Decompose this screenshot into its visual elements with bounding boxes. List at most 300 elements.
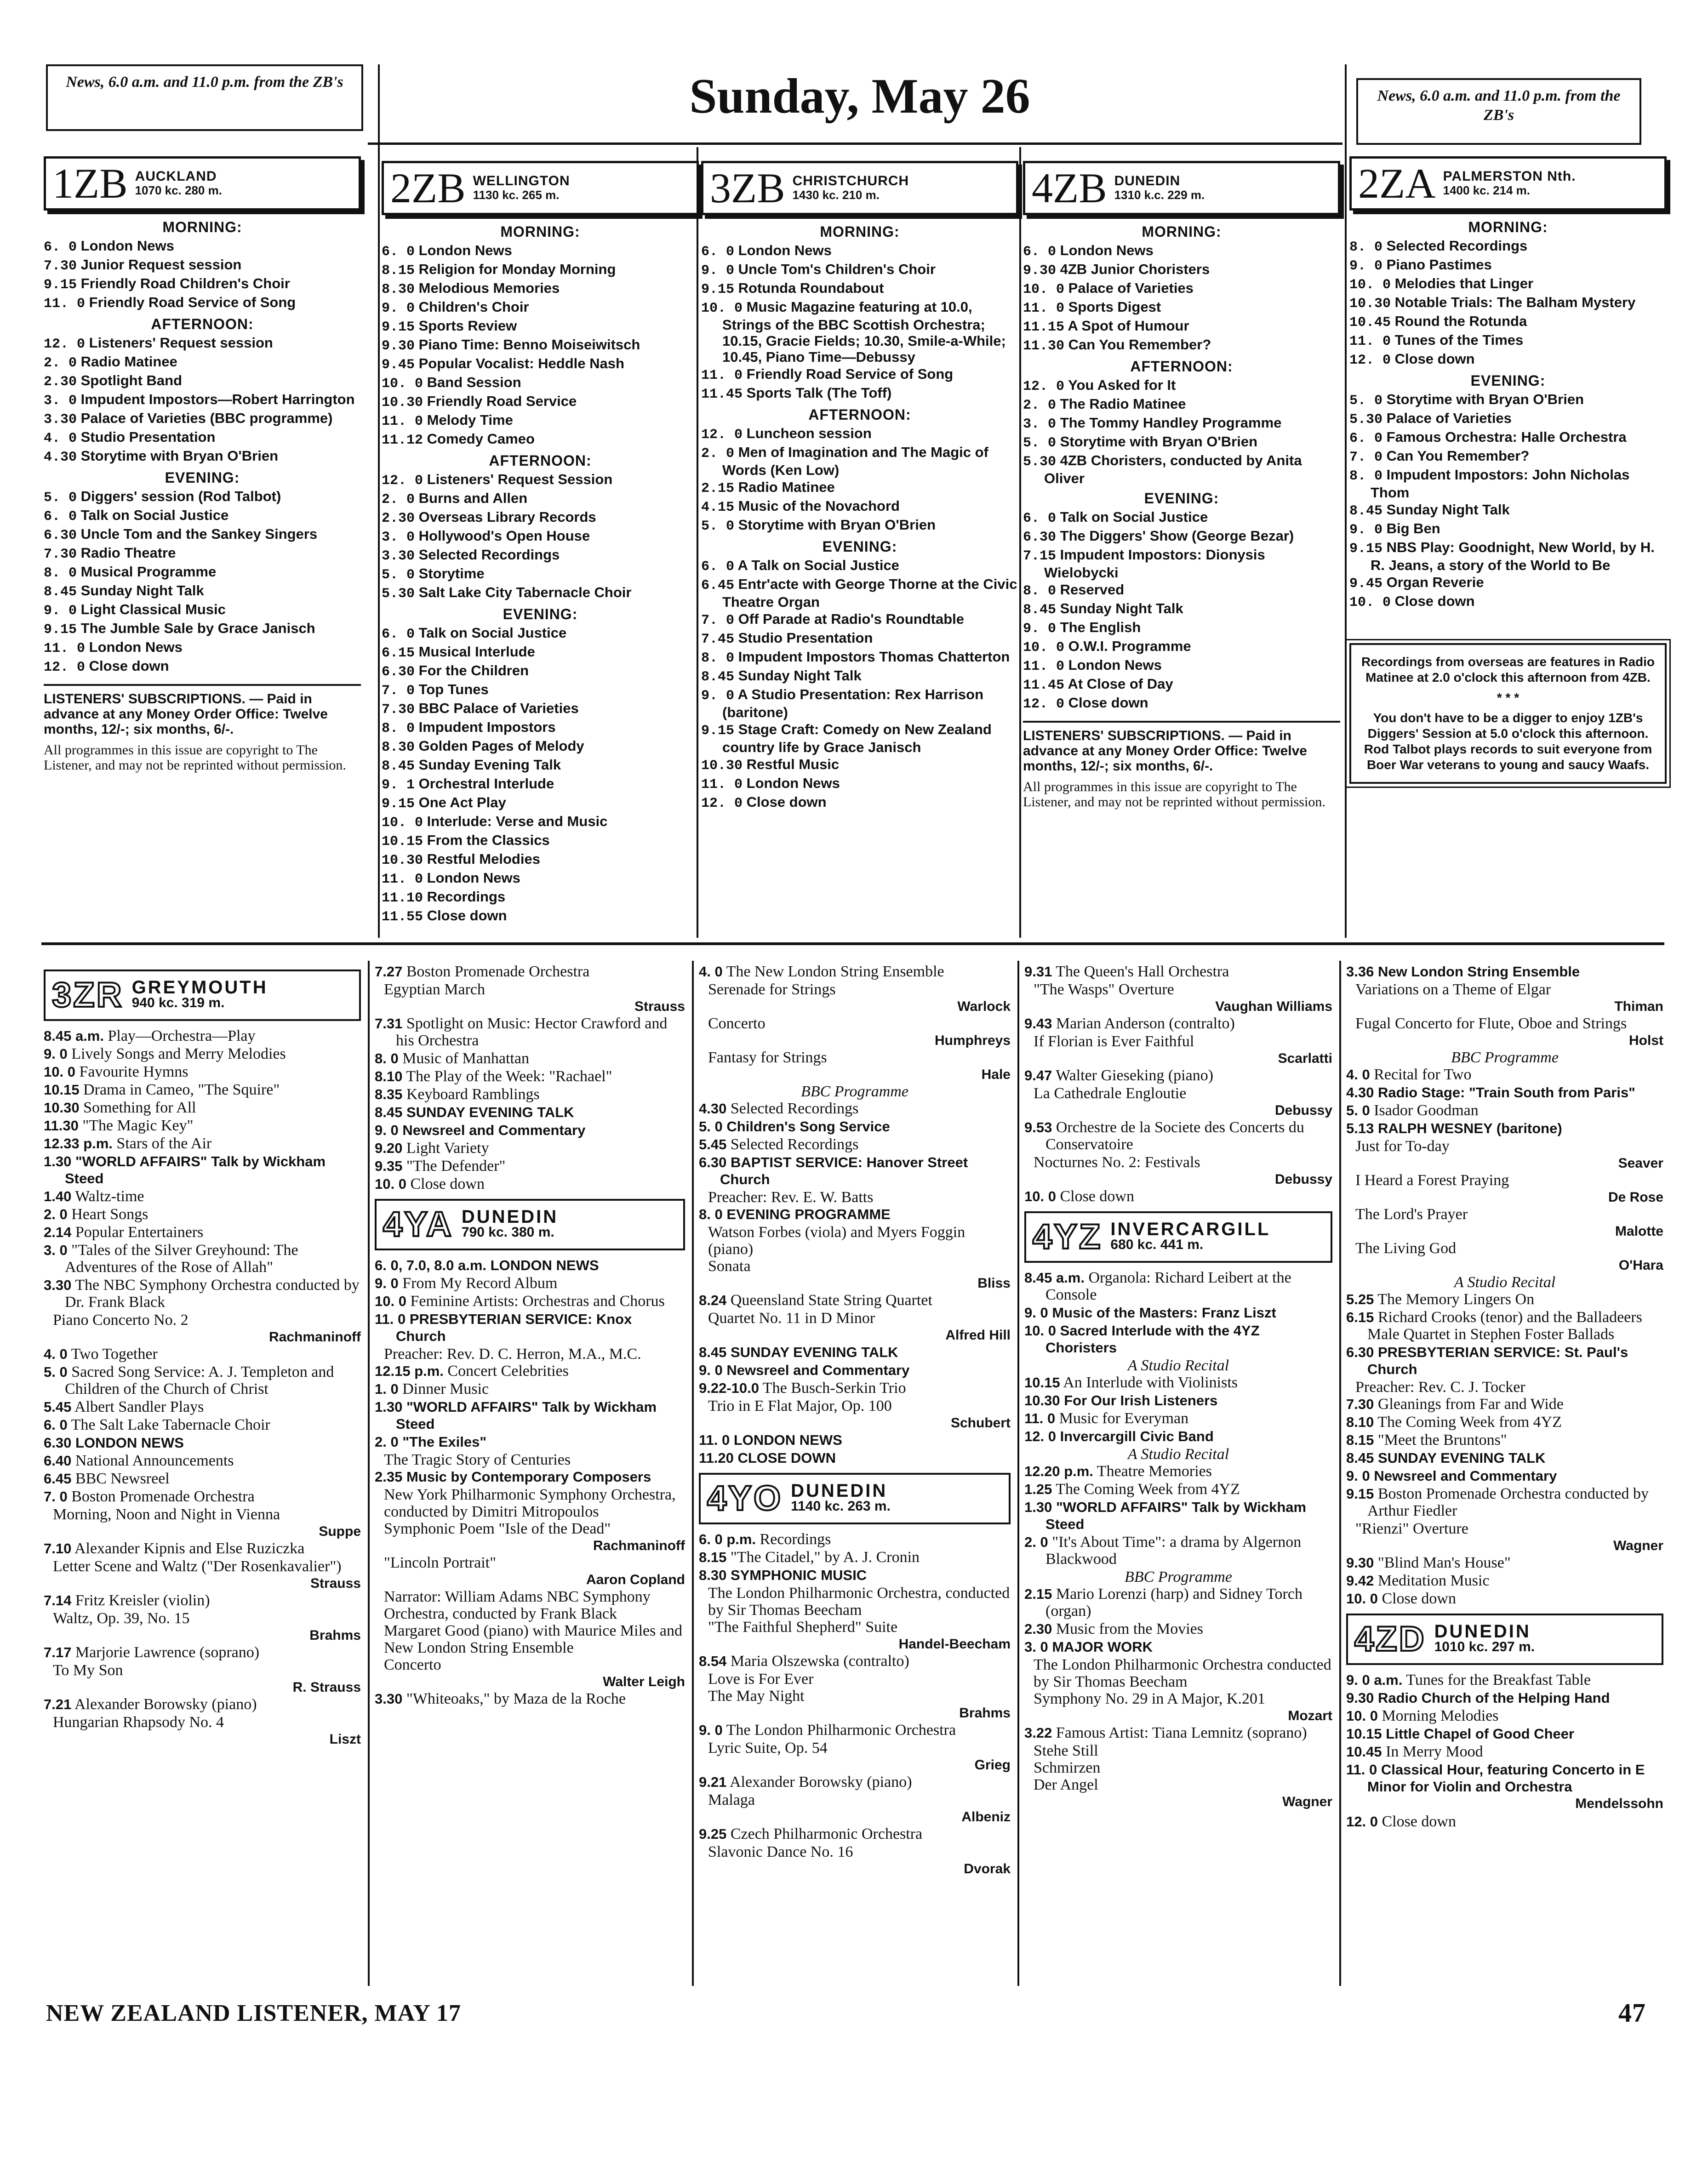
programme-time: 12. 0: [1023, 379, 1065, 394]
programme-title: Storytime with Bryan O'Brien: [77, 448, 279, 464]
programme-item: [1346, 1725, 1663, 1742]
programme-title: Restful Melodies: [423, 851, 540, 867]
programme-title: Popular Entertainers: [71, 1224, 204, 1241]
programme-time: 8.15: [699, 1549, 727, 1565]
section-heading: AFTERNOON:: [489, 452, 592, 469]
programme-item: [701, 721, 1018, 755]
programme-item: [701, 794, 1018, 812]
programme-time: 8.45: [701, 669, 735, 685]
programme-title: Burns and Allen: [415, 490, 528, 506]
station-column-2za: [1349, 156, 1667, 784]
programme-time: 11. 0: [1023, 659, 1065, 674]
programme-title: BBC Newsreel: [71, 1470, 170, 1487]
programme-item: [1349, 351, 1667, 369]
detail-text: Trio in E Flat Major, Op. 100: [708, 1397, 892, 1414]
programme-item: [44, 488, 361, 506]
programme-time: 12. 0: [382, 473, 423, 489]
programme-item: [375, 1257, 685, 1274]
programme-title: Boston Promenade Orchestra conducted by Arthur Fiedler: [1367, 1485, 1649, 1519]
station-meta: [131, 977, 268, 1011]
station-city: AUCKLAND: [135, 169, 217, 184]
programme-item: [1349, 238, 1667, 256]
programme-time: 9. 0: [375, 1122, 399, 1138]
programme-item: [44, 1153, 361, 1187]
programme-time: 10. 0: [1023, 282, 1065, 297]
programme-detail: [1346, 1206, 1663, 1240]
programme-detail: [1346, 1138, 1663, 1172]
station-header: [1024, 1211, 1332, 1263]
section-heading: AFTERNOON:: [808, 406, 911, 423]
programme-note: A Studio Recital: [1454, 1274, 1556, 1291]
programme-item: [1349, 467, 1667, 501]
programme-title: Selected Recordings: [1382, 238, 1528, 254]
programme-item: [44, 620, 361, 638]
station-city: PALMERSTON Nth.: [1443, 169, 1576, 184]
programme-item: [1346, 1431, 1663, 1448]
copyright-notice: All programmes in this issue are copyright to The Listener, and may not be reprinted without permission.: [44, 742, 346, 773]
programme-title: The Diggers' Show (George Bezar): [1056, 528, 1294, 544]
programme-detail: [1024, 981, 1332, 1015]
station-call-sign: 4YO: [707, 1479, 783, 1518]
programme-item: [1023, 619, 1340, 637]
programme-item: [375, 1690, 685, 1707]
programme-note: BBC Programme: [801, 1083, 908, 1100]
programme-item: [699, 1206, 1011, 1223]
programme-title: Top Tunes: [415, 681, 489, 697]
programme-title: SUNDAY EVENING TALK: [726, 1344, 898, 1360]
programme-item: [382, 662, 699, 680]
detail-text: Sonata: [708, 1258, 751, 1275]
footer-publication: NEW ZEALAND LISTENER, MAY 17: [46, 2000, 462, 2026]
composer: Walter Leigh: [603, 1674, 685, 1689]
programme-time: 10. 0: [1024, 1188, 1056, 1204]
programme-time: 4.30: [44, 450, 77, 465]
programme-item: [382, 813, 699, 831]
programme-title: Piano Time: Benno Moiseiwitsch: [415, 336, 640, 353]
composer: Vaughan Williams: [1215, 999, 1332, 1014]
programme-time: 8.10: [375, 1068, 403, 1084]
programme-time: 10. 0: [1023, 640, 1065, 656]
programme-item: [382, 565, 699, 583]
programme-item: [382, 738, 699, 756]
programme-item: [1023, 261, 1340, 279]
programme-time: 5. 0: [701, 519, 735, 534]
programme-time: 9. 1: [382, 777, 415, 793]
composer: Debussy: [1274, 1103, 1332, 1118]
programme-item: [1346, 1396, 1663, 1413]
programme-title: Interlude: Verse and Music: [423, 813, 608, 829]
programme-time: 5.30: [382, 586, 415, 602]
programme-title: At Close of Day: [1064, 676, 1173, 692]
programme-title: Radio Matinee: [734, 479, 835, 495]
programme-item: [382, 625, 699, 643]
station-header: [701, 161, 1018, 215]
detail-text: The Living God: [1355, 1240, 1457, 1257]
programme-item: [382, 719, 699, 737]
station-call-sign: 4ZD: [1354, 1620, 1426, 1659]
programme-item: [1346, 1707, 1663, 1724]
programme-time: 2.30: [44, 374, 77, 390]
detail-text: Fantasy for Strings: [708, 1049, 827, 1066]
info-note: Recordings from overseas are features in Radio Matinee at 2.0 o'clock this afternoon from 4ZB.: [1361, 655, 1655, 684]
programme-time: 6. 0: [1349, 431, 1383, 446]
programme-title: Alexander Kipnis and Else Ruziczka: [71, 1540, 305, 1557]
programme-detail: [1346, 981, 1663, 1015]
programme-time: 2.15: [1024, 1586, 1052, 1602]
programme-title: Spotlight on Music: Hector Crawford and his Orchestra: [396, 1015, 668, 1049]
detail-text: Hungarian Rhapsody No. 4: [53, 1714, 224, 1731]
detail-text: Nocturnes No. 2: Festivals: [1034, 1154, 1200, 1171]
composer: Aaron Copland: [586, 1572, 685, 1587]
station-city: CHRISTCHURCH: [792, 173, 909, 188]
programme-item: [44, 1416, 361, 1433]
programme-title: Talk on Social Justice: [415, 625, 567, 641]
detail-text: Morning, Noon and Night in Vienna: [53, 1506, 280, 1523]
programme-title: The Coming Week from 4YZ: [1052, 1481, 1240, 1498]
station-header: [1023, 161, 1340, 215]
programme-time: 2.15: [701, 481, 735, 496]
programme-item: [44, 238, 361, 256]
composer: Wagner: [1613, 1538, 1663, 1553]
programme-time: 8.30: [382, 740, 415, 755]
programme-item: [1346, 1102, 1663, 1119]
programme-detail: [375, 1451, 685, 1468]
programme-title: Famous Artist: Tiana Lemnitz (soprano): [1052, 1724, 1307, 1741]
programme-item: [699, 1380, 1011, 1397]
programme-title: 4ZB Choristers, conducted by Anita Oliver: [1044, 452, 1302, 486]
programme-time: 3. 0: [1024, 1639, 1048, 1655]
programme-title: Lively Songs and Merry Melodies: [67, 1045, 286, 1062]
programme-item: [375, 1311, 685, 1345]
detail-text: Symphonic Poem "Isle of the Dead": [384, 1520, 611, 1537]
programme-item: [44, 1696, 361, 1713]
programme-item: [1023, 582, 1340, 599]
programme-title: Music for Everyman: [1055, 1410, 1189, 1427]
programme-time: 11.30: [44, 1118, 79, 1134]
page-title: Sunday, May 26: [689, 69, 1030, 124]
programme-item: [701, 517, 1018, 535]
programme-title: Music of Manhattan: [398, 1050, 529, 1067]
programme-time: 9.42: [1346, 1573, 1374, 1589]
composer: Holst: [1629, 1033, 1663, 1048]
programme-item: [44, 1434, 361, 1451]
programme-time: 6. 0 p.m.: [699, 1531, 756, 1547]
section-heading: MORNING:: [162, 219, 242, 235]
programme-time: 8.45 a.m.: [44, 1028, 104, 1044]
bottom-column-1: [44, 963, 361, 1748]
programme-item: [1346, 1671, 1663, 1688]
programme-time: 9.43: [1024, 1015, 1052, 1032]
programme-item: [382, 907, 699, 925]
composer: Mendelssohn: [1575, 1796, 1663, 1811]
programme-title: The New London String Ensemble: [722, 963, 944, 980]
composer: Brahms: [309, 1628, 361, 1643]
programme-time: 11.30: [1023, 338, 1065, 354]
programme-item: [375, 1086, 685, 1103]
programme-time: 7.15: [1023, 548, 1057, 564]
programme-item: [382, 832, 699, 850]
programme-time: 5.25: [1346, 1291, 1374, 1307]
programme-item: [701, 557, 1018, 575]
programme-title: Reserved: [1056, 582, 1125, 598]
programme-time: 11.15: [1023, 319, 1065, 335]
programme-detail: [1346, 1015, 1663, 1049]
composer: Rachmaninoff: [593, 1538, 685, 1553]
programme-item: [1349, 313, 1667, 331]
programme-title: Religion for Monday Morning: [415, 261, 616, 277]
programme-detail: [44, 1662, 361, 1696]
programme-detail: [699, 1049, 1011, 1083]
programme-title: Light Classical Music: [77, 601, 226, 617]
detail-text: Watson Forbes (viola) and Myers Foggin (piano): [708, 1224, 965, 1258]
programme-title: Can You Remember?: [1382, 448, 1530, 464]
programme-item: [1346, 1309, 1663, 1343]
programme-time: 8.15: [382, 263, 415, 279]
programme-title: Mario Lorenzi (harp) and Sidney Torch (organ): [1045, 1585, 1302, 1620]
programme-item: [1349, 593, 1667, 611]
info-box: [1349, 643, 1667, 784]
programme-item: [1024, 1481, 1332, 1498]
programme-title: "WORLD AFFAIRS" Talk by Wickham Steed: [65, 1153, 326, 1186]
programme-time: 6. 0, 7.0, 8.0 a.m.: [375, 1257, 486, 1273]
station-meta: [793, 174, 909, 202]
programme-detail: [1024, 1085, 1332, 1119]
programme-title: Richard Crooks (tenor) and the Balladeers Male Quartet in Stephen Foster Ballads: [1367, 1309, 1642, 1343]
programme-item: [44, 257, 361, 274]
bottom-column-2: [375, 963, 685, 1708]
programme-title: Queensland State String Quartet: [726, 1292, 932, 1309]
programme-title: Listeners' Request Session: [423, 471, 613, 487]
header-rule: [368, 143, 1342, 145]
programme-title: LONDON NEWS: [486, 1257, 599, 1273]
programme-title: Impudent Impostors: John Nicholas Thom: [1371, 467, 1630, 501]
programme-title: Impudent Impostors: [415, 719, 556, 735]
programme-time: 9.15: [701, 723, 735, 739]
programme-item: [1346, 1291, 1663, 1308]
programme-title: The Coming Week from 4YZ: [1374, 1414, 1562, 1431]
programme-time: 1.40: [44, 1188, 72, 1204]
programme-item: [44, 354, 361, 371]
programme-item: [1024, 1119, 1332, 1153]
programme-item: [1346, 1084, 1663, 1101]
programme-time: 3.30: [382, 548, 415, 564]
programme-item: [375, 1363, 685, 1380]
programme-item: [44, 294, 361, 312]
programme-title: Storytime with Bryan O'Brien: [1382, 391, 1584, 407]
programme-item: [699, 1431, 1011, 1448]
programme-title: Overseas Library Records: [415, 509, 596, 525]
programme-detail: [375, 1656, 685, 1690]
programme-time: 10.45: [1349, 315, 1391, 331]
programme-item: [1024, 963, 1332, 980]
programme-time: 5.30: [1023, 454, 1057, 470]
composer: Alfred Hill: [945, 1328, 1011, 1343]
detail-text: "The Faithful Shepherd" Suite: [708, 1619, 898, 1636]
programme-time: 10. 0: [1024, 1323, 1056, 1339]
detail-text: I Heard a Forest Praying: [1355, 1172, 1509, 1189]
programme-item: [699, 1449, 1011, 1466]
programme-item: [382, 471, 699, 489]
programme-detail: [44, 1312, 361, 1346]
copyright-notice: All programmes in this issue are copyright to The Listener, and may not be reprinted without permission.: [1023, 779, 1325, 810]
programme-title: London News: [77, 238, 174, 254]
programme-title: Piano Pastimes: [1382, 257, 1492, 273]
programme-item: [1346, 1120, 1663, 1137]
programme-title: Close down: [1056, 1188, 1134, 1205]
programme-time: 4. 0: [44, 1346, 68, 1362]
programme-time: 9. 0: [382, 301, 415, 316]
programme-time: 2. 0: [1024, 1534, 1048, 1550]
programme-time: 8.45: [1023, 602, 1057, 618]
programme-item: [44, 372, 361, 390]
programme-title: Orchestral Interlude: [415, 776, 554, 792]
programme-item: [382, 412, 699, 430]
programme-time: 11. 0: [1024, 1410, 1056, 1426]
programme-item: [44, 391, 361, 409]
programme-title: Close down: [1391, 351, 1475, 367]
programme-title: London News: [1064, 657, 1162, 673]
programme-title: Morning Melodies: [1377, 1707, 1499, 1724]
section-heading: AFTERNOON:: [151, 316, 254, 332]
programme-item: [1023, 242, 1340, 260]
programme-item: [1349, 294, 1667, 312]
programme-title: Sunday Night Talk: [77, 582, 204, 599]
programme-title: PRESBYTERIAN SERVICE: Knox Church: [396, 1311, 632, 1344]
programme-time: 8.45: [1349, 503, 1383, 519]
programme-title: Close down: [743, 794, 827, 810]
programme-time: 12. 0: [701, 427, 743, 443]
programme-time: 10.15: [1024, 1374, 1060, 1391]
programme-detail: [375, 1520, 685, 1554]
col-divider: [368, 961, 370, 1986]
programme-item: [1023, 433, 1340, 451]
programme-time: 9.30: [1346, 1555, 1374, 1571]
programme-time: 5. 0: [699, 1118, 723, 1135]
programme-item: [701, 261, 1018, 279]
programme-item: [1023, 638, 1340, 656]
programme-detail: [1024, 1690, 1332, 1724]
programme-time: 9.47: [1024, 1067, 1052, 1084]
detail-text: "Lincoln Portrait": [384, 1554, 496, 1571]
programme-time: 10.30: [382, 853, 423, 868]
station-city: DUNEDIN: [791, 1481, 888, 1501]
station-city: DUNEDIN: [1434, 1621, 1531, 1642]
programme-title: LONDON NEWS: [71, 1435, 184, 1451]
programme-detail: [699, 1739, 1011, 1774]
programme-time: 8.54: [699, 1653, 727, 1669]
programme-item: [382, 794, 699, 812]
news-box-right: News, 6.0 a.m. and 11.0 p.m. from the ZB's: [1356, 78, 1641, 145]
programme-title: The English: [1056, 619, 1141, 635]
station-frequency: 1010 kc. 297 m.: [1434, 1639, 1535, 1654]
programme-title: The Jumble Sale by Grace Janisch: [77, 620, 315, 636]
programme-time: 9.21: [699, 1774, 727, 1790]
programme-time: 1.25: [1024, 1481, 1052, 1497]
programme-time: 8.45: [1346, 1450, 1374, 1466]
programme-title: Radio Matinee: [77, 354, 177, 370]
programme-item: [1023, 452, 1340, 486]
programme-item: [1346, 1761, 1663, 1812]
programme-title: Uncle Tom and the Sankey Singers: [77, 526, 318, 542]
composer: Schubert: [950, 1415, 1011, 1431]
programme-title: Something for All: [79, 1099, 196, 1116]
programme-time: 9.22-10.0: [699, 1380, 759, 1396]
programme-item: [1023, 528, 1340, 546]
station-call-sign: 4YA: [383, 1205, 453, 1244]
programme-title: Luncheon session: [743, 425, 872, 441]
programme-title: Recital for Two: [1370, 1066, 1472, 1083]
programme-title: Play—Orchestra—Play: [103, 1027, 256, 1044]
programme-detail: [375, 1486, 685, 1520]
programme-time: 6.40: [44, 1453, 72, 1469]
programme-item: [1346, 1449, 1663, 1466]
programme-time: 11.45: [1023, 678, 1065, 693]
programme-time: 11. 0: [382, 414, 423, 429]
programme-title: Music Magazine featuring at 10.0, Strings of the BBC Scottish Orchestra; 10.15, Gracie Fields; 10.30, Smile-a-While; 10.45, Piano Time—Debussy: [722, 299, 1006, 365]
composer: Humphreys: [934, 1033, 1011, 1048]
programme-detail: [1024, 1776, 1332, 1810]
section-heading: MORNING:: [820, 223, 900, 240]
programme-item: [382, 318, 699, 336]
programme-detail: [1024, 1742, 1332, 1759]
programme-item: [44, 526, 361, 544]
composer: Rachmaninoff: [268, 1329, 361, 1345]
programme-time: 10. 0: [382, 815, 423, 831]
programme-title: Restful Music: [743, 756, 840, 772]
programme-title: You Asked for It: [1064, 377, 1176, 393]
programme-time: 4.15: [701, 500, 735, 515]
programme-title: Children's Song Service: [722, 1118, 890, 1135]
programme-item: [699, 1774, 1011, 1791]
programme-title: Czech Philharmonic Orchestra: [726, 1825, 923, 1842]
station-column-2zb: [382, 161, 699, 926]
programme-time: 10.15: [382, 834, 423, 850]
programme-item: [44, 507, 361, 525]
programme-note: BBC Programme: [1451, 1049, 1559, 1066]
programme-detail: [1346, 1240, 1663, 1274]
detail-text: Variations on a Theme of Elgar: [1355, 981, 1551, 998]
programme-time: 7.30: [44, 258, 77, 274]
programme-time: 10. 0: [375, 1293, 406, 1309]
programme-time: 8.45: [699, 1344, 727, 1360]
programme-title: Sunday Night Talk: [1382, 502, 1510, 518]
programme-title: Band Session: [423, 374, 521, 390]
col-divider: [1017, 961, 1019, 1986]
station-city: DUNEDIN: [461, 1207, 559, 1227]
programme-item: [44, 1045, 361, 1062]
programme-title: Talk on Social Justice: [1056, 509, 1208, 525]
programme-time: 3.22: [1024, 1725, 1052, 1741]
programme-title: Radio Church of the Helping Hand: [1374, 1690, 1610, 1706]
programme-title: Music of the Novachord: [734, 498, 900, 514]
programme-title: Notable Trials: The Balham Mystery: [1391, 294, 1636, 310]
programme-time: 12. 0: [44, 336, 86, 352]
programme-item: [1024, 1428, 1332, 1445]
programme-title: Hollywood's Open House: [415, 528, 590, 544]
bottom-column-4: [1024, 963, 1332, 1810]
programme-item: [375, 1140, 685, 1157]
programme-item: [1349, 410, 1667, 428]
programme-item: [44, 1398, 361, 1415]
programme-item: [375, 1275, 685, 1292]
programme-time: 5.13: [1346, 1120, 1374, 1136]
programme-title: Sunday Night Talk: [1056, 600, 1183, 616]
station-city: GREYMOUTH: [131, 977, 268, 998]
programme-title: Recordings: [423, 889, 506, 905]
detail-text: Just for To-day: [1355, 1138, 1450, 1155]
programme-title: Rotunda Roundabout: [734, 280, 884, 296]
programme-time: 10. 0: [701, 301, 743, 316]
